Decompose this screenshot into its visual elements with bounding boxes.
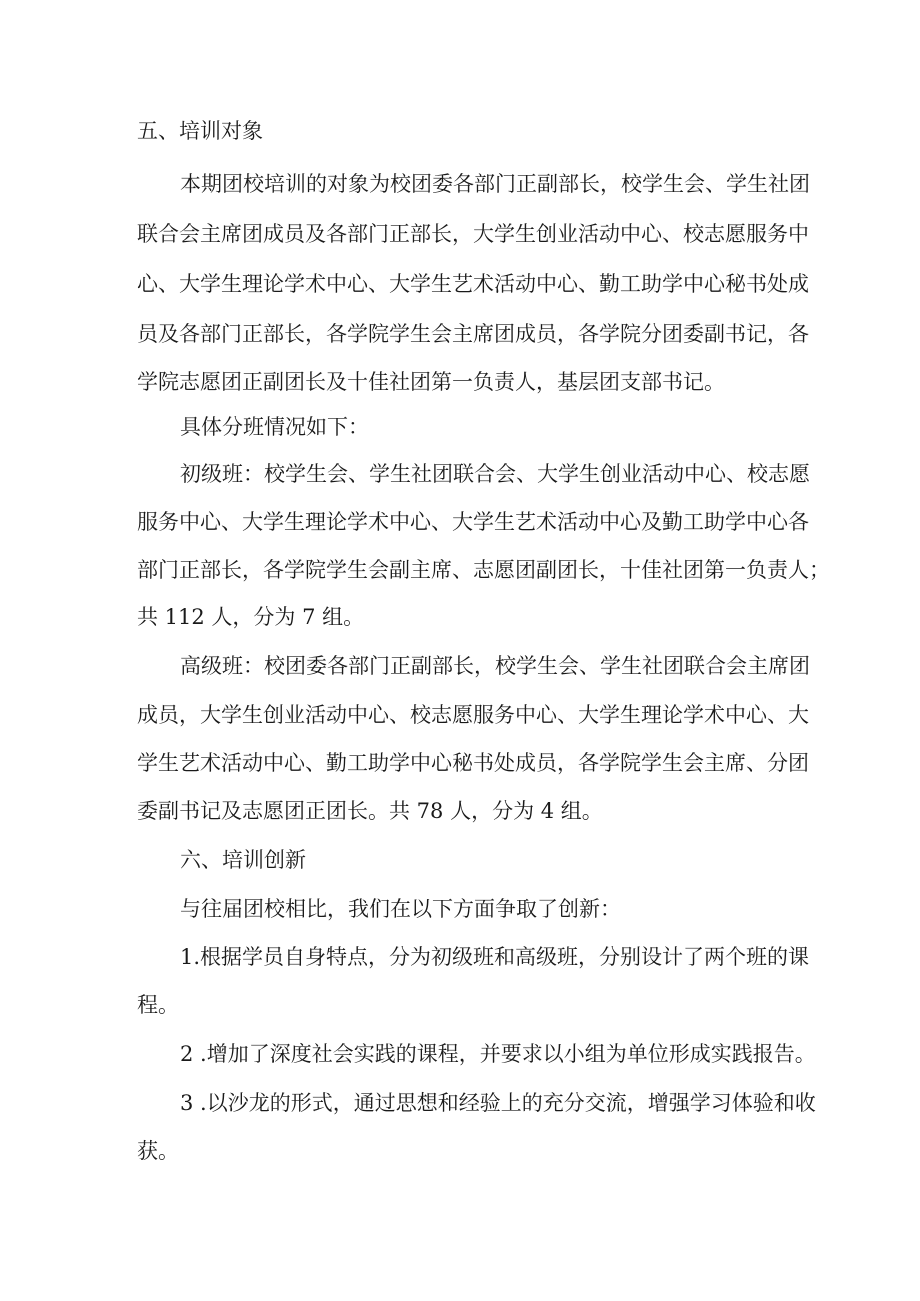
list-item: 2 .增加了深度社会实践的课程，并要求以小组为单位形成实践报告。 bbox=[180, 1042, 816, 1066]
paragraph-line: 学生艺术活动中心、勤工助学中心秘书处成员，各学院学生会主席、分团 bbox=[137, 751, 809, 775]
paragraph-line: 高级班：校团委各部门正副部长，校学生会、学生社团联合会主席团 bbox=[180, 654, 810, 678]
paragraph-line: 本期团校培训的对象为校团委各部门正副部长，校学生会、学生社团 bbox=[180, 172, 810, 196]
list-item-line: 3 .以沙龙的形式，通过思想和经验上的充分交流，增强学习体验和收 bbox=[180, 1091, 816, 1115]
list-item-line: 1.根据学员自身特点，分为初级班和高级班，分别设计了两个班的课 bbox=[180, 945, 810, 969]
section-heading-5: 五、培训对象 bbox=[137, 119, 263, 143]
list-item-line: 获。 bbox=[137, 1139, 179, 1163]
paragraph-line: 心、大学生理论学术中心、大学生艺术活动中心、勤工助学中心秘书处成 bbox=[137, 272, 809, 296]
paragraph-line: 服务中心、大学生理论学术中心、大学生艺术活动中心及勤工助学中心各 bbox=[137, 510, 809, 534]
paragraph-line: 联合会主席团成员及各部门正部长，大学生创业活动中心、校志愿服务中 bbox=[137, 222, 809, 246]
paragraph-line: 委副书记及志愿团正团长。共 78 人，分为 4 组。 bbox=[137, 799, 603, 823]
paragraph-line: 成员，大学生创业活动中心、校志愿服务中心、大学生理论学术中心、大 bbox=[137, 703, 809, 727]
paragraph-line: 共 112 人，分为 7 组。 bbox=[137, 605, 365, 629]
paragraph: 具体分班情况如下： bbox=[180, 415, 369, 439]
list-item-line: 程。 bbox=[137, 993, 179, 1017]
section-heading-6: 六、培训创新 bbox=[180, 848, 306, 872]
paragraph-line: 员及各部门正部长，各学院学生会主席团成员，各学院分团委副书记，各 bbox=[137, 322, 809, 346]
paragraph-line: 部门正部长，各学院学生会副主席、志愿团副团长，十佳社团第一负责人； bbox=[137, 558, 830, 582]
paragraph-line: 学院志愿团正副团长及十佳社团第一负责人，基层团支部书记。 bbox=[137, 370, 725, 394]
paragraph: 与往届团校相比，我们在以下方面争取了创新： bbox=[180, 897, 621, 921]
paragraph-line: 初级班：校学生会、学生社团联合会、大学生创业活动中心、校志愿 bbox=[180, 462, 810, 486]
